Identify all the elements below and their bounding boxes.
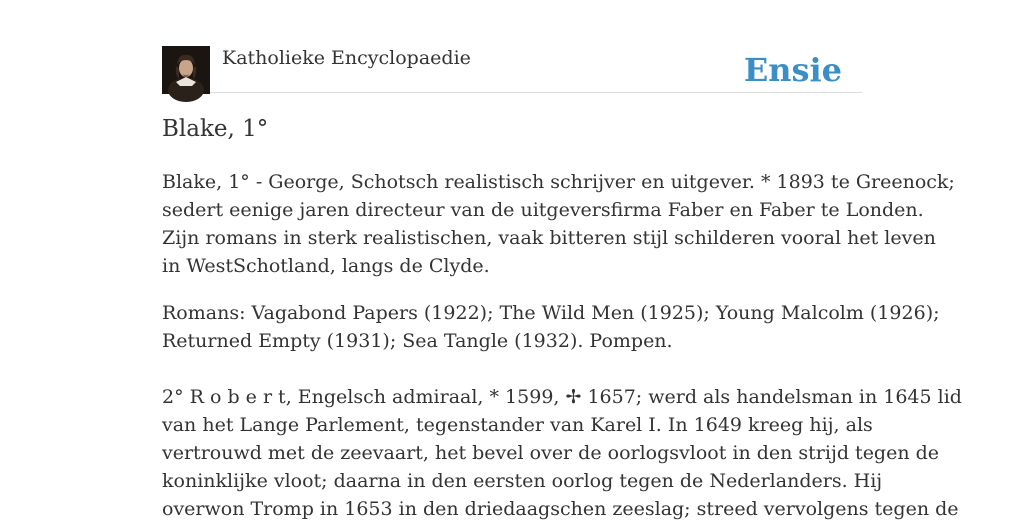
paragraph-line: overwon Tromp in 1653 in den driedaagschen zeeslag; streed vervolgens tegen de bbox=[162, 498, 959, 520]
article-body bbox=[162, 168, 962, 523]
paragraph-line: in WestSchotland, langs de Clyde. bbox=[162, 255, 490, 277]
site-title[interactable]: Katholieke Encyclopaedie bbox=[222, 47, 471, 69]
paragraph-line: 2° R o b e r t, Engelsch admiraal, * 1599, ✢ 1657; werd als handelsman in 1645 lid bbox=[162, 386, 962, 408]
paragraph-line: van het Lange Parlement, tegenstander van Karel I. In 1649 kreeg hij, als bbox=[162, 414, 873, 436]
portrait-avatar-icon[interactable] bbox=[162, 46, 210, 94]
paragraph-line: Returned Empty (1931); Sea Tangle (1932). Pompen. bbox=[162, 330, 673, 352]
paragraph-line: sedert eenige jaren directeur van de uitgeversfirma Faber en Faber te Londen. bbox=[162, 199, 924, 221]
paragraph-line: vertrouwd met de zeevaart, het bevel over de oorlogsvloot in den strijd tegen de bbox=[162, 442, 940, 464]
paragraph-line: Romans: Vagabond Papers (1922); The Wild Men (1925); Young Malcolm (1926); bbox=[162, 302, 940, 324]
paragraph-line: koninklijke vloot; daarna in den eersten oorlog tegen de Nederlanders. Hij bbox=[162, 470, 883, 492]
site-header bbox=[162, 46, 862, 93]
page-title: Blake, 1° bbox=[162, 116, 269, 142]
paragraph-line: Zijn romans in sterk realistischen, vaak bitteren stijl schilderen vooral het leven bbox=[162, 227, 936, 249]
brand-logo[interactable]: Ensie bbox=[743, 51, 842, 89]
article-page bbox=[162, 0, 962, 520]
paragraph-line: Blake, 1° - George, Schotsch realistisch schrijver en uitgever. * 1893 te Greenock; bbox=[162, 171, 955, 193]
